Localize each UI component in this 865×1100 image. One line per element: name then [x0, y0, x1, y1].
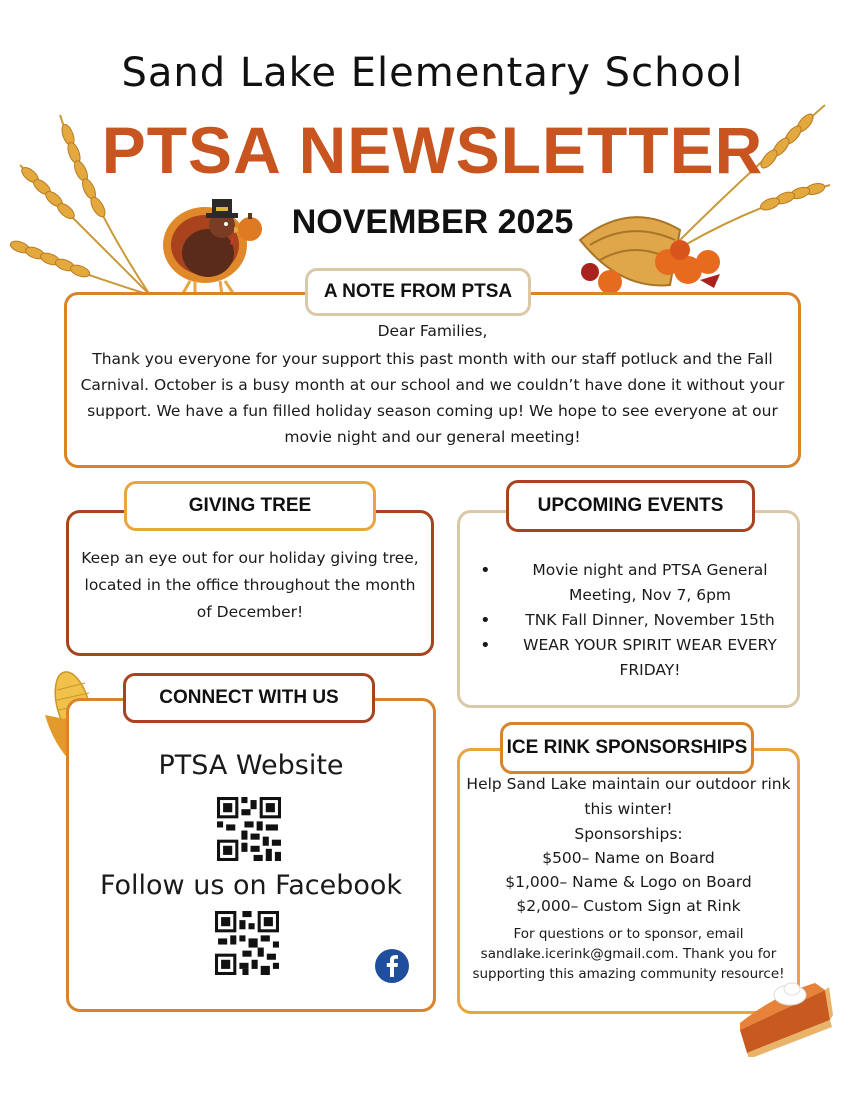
- website-label[interactable]: PTSA Website: [158, 750, 344, 781]
- issue-date: NOVEMBER 2025: [291, 203, 574, 241]
- list-item: $2,000– Custom Sign at Rink: [516, 897, 741, 915]
- facebook-icon[interactable]: [374, 948, 410, 984]
- note-heading: A NOTE FROM PTSA: [305, 268, 531, 316]
- giving-tree-heading: GIVING TREE: [124, 481, 376, 531]
- pie-icon: [735, 975, 835, 1057]
- sponsorship-intro: Help Sand Lake maintain our outdoor rink this winter!: [466, 775, 791, 818]
- qr-code-icon[interactable]: [217, 797, 281, 861]
- events-heading: UPCOMING EVENTS: [506, 480, 755, 532]
- qr-code-icon[interactable]: [215, 911, 279, 975]
- note-body: Thank you everyone for your support this past month with our staff potluck and the Fall Carnival. October is a busy month at our school and we couldn’t have done it without your support. We have a fun filled holiday season coming up! We hope to see everyone at our movie night and our general meeting!: [80, 350, 785, 446]
- list-item: • WEAR YOUR SPIRIT WEAR EVERY FRIDAY!: [470, 633, 790, 683]
- note-greeting: Dear Families,: [377, 322, 488, 340]
- school-name: Sand Lake Elementary School: [121, 50, 744, 96]
- giving-tree-body: Keep an eye out for our holiday giving tree, located in the office throughout the month of December!: [81, 549, 419, 621]
- connect-heading: CONNECT WITH US: [123, 673, 375, 723]
- sponsorship-contact: For questions or to sponsor, email sandlake.icerink@gmail.com. Thank you for supporting this amazing community resource!: [472, 926, 785, 982]
- facebook-label[interactable]: Follow us on Facebook: [99, 870, 403, 901]
- list-item: $500– Name on Board: [542, 849, 715, 867]
- sponsorship-heading: ICE RINK SPONSORSHIPS: [500, 722, 754, 774]
- sponsorship-list-title: Sponsorships:: [574, 825, 683, 843]
- events-list: [470, 558, 790, 683]
- list-item: • Movie night and PTSA General Meeting, Nov 7, 6pm: [470, 558, 790, 608]
- list-item: $1,000– Name & Logo on Board: [505, 873, 752, 891]
- newsletter-title: PTSA NEWSLETTER: [101, 113, 764, 187]
- sponsorship-list: [460, 822, 797, 918]
- list-item: • TNK Fall Dinner, November 15th: [470, 608, 790, 633]
